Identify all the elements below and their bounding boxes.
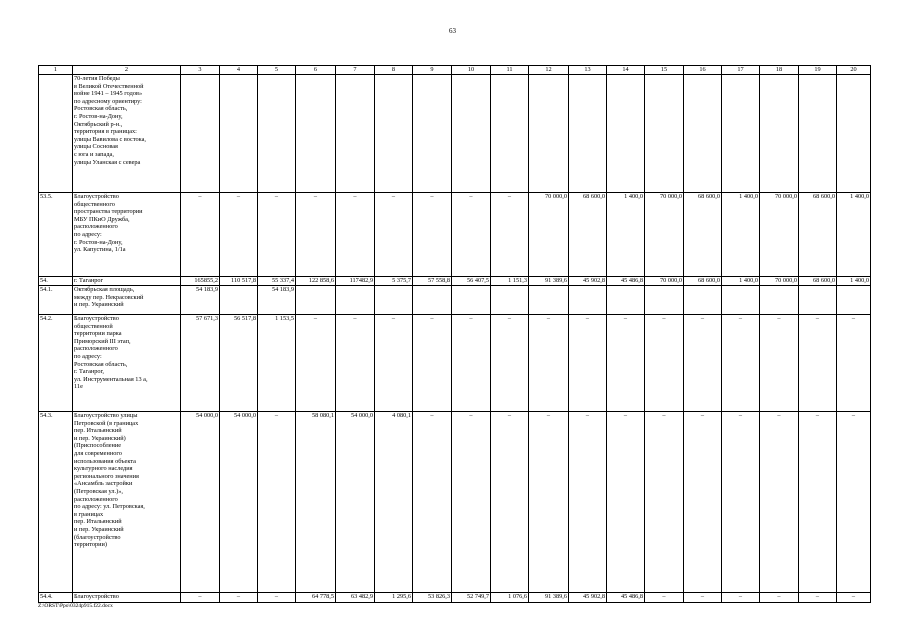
amount-cell: – xyxy=(413,412,452,593)
object-name-line: улицы Уланская с севера xyxy=(74,158,141,166)
object-name-line: общественного xyxy=(74,200,115,208)
amount-cell: 1 400,0 xyxy=(837,277,871,286)
row-number-cell: 54.1. xyxy=(39,286,73,315)
page-number: 63 xyxy=(449,27,456,35)
amount-cell: 58 080,1 xyxy=(296,412,336,593)
amount-cell: 45 902,8 xyxy=(569,277,607,286)
amount-cell: 45 902,8 xyxy=(569,593,607,603)
amount-cell: – xyxy=(413,193,452,277)
row-number-cell xyxy=(39,75,73,193)
object-name-cell xyxy=(73,277,181,286)
object-name-line: расположенного xyxy=(74,495,118,503)
object-name-line: и пер. Украинский) xyxy=(74,434,126,442)
object-name-line: (Приспособление xyxy=(74,442,122,450)
amount-cell: – xyxy=(799,315,837,412)
amount-cell xyxy=(722,75,760,193)
object-name-line: по адресу: ул. Петровская, xyxy=(74,503,145,511)
amount-cell: – xyxy=(569,315,607,412)
amount-cell xyxy=(760,286,799,315)
amount-cell: – xyxy=(452,412,491,593)
amount-cell: – xyxy=(181,593,220,603)
column-number-cell: 18 xyxy=(760,66,799,75)
amount-cell xyxy=(413,75,452,193)
column-number-cell: 2 xyxy=(73,66,181,75)
amount-cell: 165855,2 xyxy=(181,277,220,286)
amount-cell: – xyxy=(336,315,375,412)
amount-cell xyxy=(645,286,684,315)
amount-cell xyxy=(375,75,413,193)
amount-cell: 54 183,9 xyxy=(258,286,296,315)
amount-cell xyxy=(258,75,296,193)
amount-cell: – xyxy=(375,193,413,277)
table-row xyxy=(39,286,871,315)
amount-cell xyxy=(375,286,413,315)
object-name-cell xyxy=(73,315,181,412)
object-name-line: Ростовская область, xyxy=(74,105,128,113)
amount-cell xyxy=(722,286,760,315)
amount-cell: – xyxy=(684,593,722,603)
amount-cell: 1 151,3 xyxy=(491,277,529,286)
object-name-line: с юга и запада, xyxy=(74,150,114,158)
amount-cell: – xyxy=(837,593,871,603)
amount-cell: – xyxy=(258,593,296,603)
amount-cell: – xyxy=(529,412,569,593)
object-name-cell xyxy=(73,193,181,277)
amount-cell xyxy=(336,75,375,193)
object-name-line: (благоустройство xyxy=(74,533,121,541)
amount-cell: 70 000,0 xyxy=(529,193,569,277)
row-number-cell: 54.2. xyxy=(39,315,73,412)
object-name-line: по адресному ориентиру: xyxy=(74,97,142,105)
amount-cell: – xyxy=(569,412,607,593)
object-name-line: войне 1941 – 1945 годов» xyxy=(74,90,143,98)
amount-cell: – xyxy=(722,412,760,593)
amount-cell: 53 826,3 xyxy=(413,593,452,603)
amount-cell: – xyxy=(296,315,336,412)
object-name-line: Октябрьский р-н., xyxy=(74,120,123,128)
amount-cell xyxy=(296,75,336,193)
amount-cell: – xyxy=(607,315,645,412)
row-number-cell: 54. xyxy=(39,277,73,286)
amount-cell: 1 076,6 xyxy=(491,593,529,603)
amount-cell xyxy=(452,75,491,193)
object-name-line: по адресу: xyxy=(74,352,102,360)
amount-cell: 54 000,0 xyxy=(181,412,220,593)
object-name-line: МБУ ПКиО Дружба, xyxy=(74,215,130,223)
column-number-cell: 8 xyxy=(375,66,413,75)
amount-cell: – xyxy=(258,193,296,277)
amount-cell: – xyxy=(607,412,645,593)
amount-cell: – xyxy=(837,315,871,412)
object-name-line: и пер. Украинский xyxy=(74,301,124,309)
amount-cell: – xyxy=(645,593,684,603)
amount-cell: 45 486,8 xyxy=(607,277,645,286)
budget-table xyxy=(38,65,871,603)
column-number-cell: 12 xyxy=(529,66,569,75)
column-number-cell: 14 xyxy=(607,66,645,75)
amount-cell xyxy=(491,286,529,315)
amount-cell xyxy=(220,286,258,315)
object-name-line: для современного xyxy=(74,449,122,457)
amount-cell: – xyxy=(760,593,799,603)
amount-cell: – xyxy=(760,412,799,593)
amount-cell: 57 671,3 xyxy=(181,315,220,412)
amount-cell xyxy=(837,75,871,193)
amount-cell: 70 000,0 xyxy=(645,277,684,286)
column-number-cell: 20 xyxy=(837,66,871,75)
object-name-line: (Петровская ул.)», xyxy=(74,487,123,495)
amount-cell xyxy=(529,286,569,315)
object-name-line: территории парка xyxy=(74,330,122,338)
amount-cell: 91 389,6 xyxy=(529,277,569,286)
amount-cell xyxy=(684,286,722,315)
amount-cell xyxy=(296,286,336,315)
amount-cell: 117482,9 xyxy=(336,277,375,286)
table-row xyxy=(39,593,871,603)
amount-cell xyxy=(760,75,799,193)
amount-cell: – xyxy=(491,193,529,277)
amount-cell: 91 389,6 xyxy=(529,593,569,603)
amount-cell: 70 000,0 xyxy=(760,193,799,277)
amount-cell: – xyxy=(452,193,491,277)
amount-cell: 68 600,0 xyxy=(569,193,607,277)
table-row xyxy=(39,193,871,277)
object-name-cell xyxy=(73,75,181,193)
amount-cell: – xyxy=(336,193,375,277)
amount-cell: 63 482,9 xyxy=(336,593,375,603)
object-name-line: Благоустройство xyxy=(74,315,119,322)
object-name-line: улицы Сосновая xyxy=(74,143,118,151)
object-name-line: регионального значения xyxy=(74,472,139,480)
object-name-line: ул. Инструментальная 13 а, xyxy=(74,375,148,383)
object-name-line: пространства территории xyxy=(74,208,143,216)
amount-cell: 1 295,6 xyxy=(375,593,413,603)
amount-cell: – xyxy=(645,315,684,412)
amount-cell: 70 000,0 xyxy=(645,193,684,277)
amount-cell: – xyxy=(529,315,569,412)
row-number-cell: 54.3. xyxy=(39,412,73,593)
object-name-line: культурного наследия xyxy=(74,465,133,473)
object-name-line: пер. Итальянский xyxy=(74,427,122,435)
amount-cell: – xyxy=(491,412,529,593)
object-name-cell xyxy=(73,593,181,603)
amount-cell xyxy=(413,286,452,315)
object-name-line: территория в границах: xyxy=(74,128,137,136)
amount-cell: 54 183,9 xyxy=(181,286,220,315)
amount-cell: 68 600,0 xyxy=(799,193,837,277)
amount-cell: – xyxy=(760,315,799,412)
amount-cell: – xyxy=(413,315,452,412)
column-number-cell: 3 xyxy=(181,66,220,75)
object-name-line: между пер. Некрасовский xyxy=(74,293,144,301)
object-name-line: Благоустройство xyxy=(74,593,119,600)
amount-cell: 52 749,7 xyxy=(452,593,491,603)
amount-cell: 68 600,0 xyxy=(684,277,722,286)
column-number-cell: 11 xyxy=(491,66,529,75)
amount-cell xyxy=(799,286,837,315)
amount-cell: – xyxy=(220,593,258,603)
object-name-line: г. Ростов-на-Дону, xyxy=(74,238,123,246)
object-name-line: «Ансамбль застройки xyxy=(74,480,133,488)
amount-cell xyxy=(607,286,645,315)
column-number-cell: 15 xyxy=(645,66,684,75)
amount-cell xyxy=(684,75,722,193)
amount-cell: – xyxy=(296,193,336,277)
object-name-line: по адресу: xyxy=(74,230,102,238)
amount-cell: 1 153,5 xyxy=(258,315,296,412)
object-name-line: г. Таганрог, xyxy=(74,368,104,376)
object-name-line: территории) xyxy=(74,541,108,549)
amount-cell: 56 407,5 xyxy=(452,277,491,286)
column-number-cell: 13 xyxy=(569,66,607,75)
amount-cell: 68 600,0 xyxy=(799,277,837,286)
object-name-line: пер. Итальянский xyxy=(74,518,122,526)
amount-cell: – xyxy=(684,315,722,412)
amount-cell: – xyxy=(799,412,837,593)
amount-cell xyxy=(569,75,607,193)
object-name-line: Октябрьская площадь, xyxy=(74,286,135,293)
amount-cell: 1 400,0 xyxy=(722,193,760,277)
column-number-cell: 5 xyxy=(258,66,296,75)
amount-cell: 5 375,7 xyxy=(375,277,413,286)
amount-cell: 55 337,4 xyxy=(258,277,296,286)
amount-cell: 68 600,0 xyxy=(684,193,722,277)
object-name-line: расположенного xyxy=(74,345,118,353)
amount-cell xyxy=(645,75,684,193)
object-name-line: в Великой Отечественной xyxy=(74,82,144,90)
amount-cell: 110 517,8 xyxy=(220,277,258,286)
column-number-cell: 7 xyxy=(336,66,375,75)
amount-cell: 54 000,0 xyxy=(336,412,375,593)
column-number-cell: 9 xyxy=(413,66,452,75)
amount-cell: – xyxy=(375,315,413,412)
document-file-path: Z:\ORST\Ppo\0324p915.f22.docx xyxy=(38,603,113,609)
column-number-cell: 17 xyxy=(722,66,760,75)
amount-cell: 1 400,0 xyxy=(607,193,645,277)
amount-cell: – xyxy=(799,593,837,603)
amount-cell xyxy=(607,75,645,193)
amount-cell: – xyxy=(722,315,760,412)
row-number-cell: 54.4. xyxy=(39,593,73,603)
amount-cell: 64 778,5 xyxy=(296,593,336,603)
amount-cell: – xyxy=(181,193,220,277)
amount-cell: 57 558,8 xyxy=(413,277,452,286)
object-name-line: улицы Вавилова с востока, xyxy=(74,135,146,143)
amount-cell: – xyxy=(645,412,684,593)
amount-cell: 54 000,0 xyxy=(220,412,258,593)
row-number-cell: 53.5. xyxy=(39,193,73,277)
table-row xyxy=(39,277,871,286)
object-name-line: расположенного xyxy=(74,223,118,231)
amount-cell: 122 858,6 xyxy=(296,277,336,286)
table-row xyxy=(39,315,871,412)
object-name-line: Благоустройство улицы xyxy=(74,412,138,419)
column-number-cell: 1 xyxy=(39,66,73,75)
object-name-line: Приморский III этап, xyxy=(74,337,131,345)
object-name-line: 11е xyxy=(74,383,83,391)
object-name-line: ул. Капустина, 1/1а xyxy=(74,246,126,254)
amount-cell: 4 080,1 xyxy=(375,412,413,593)
object-name-line: г. Таганрог xyxy=(74,277,104,284)
amount-cell: 56 517,8 xyxy=(220,315,258,412)
object-name-line: Ростовская область, xyxy=(74,360,128,368)
column-number-cell: 10 xyxy=(452,66,491,75)
object-name-line: Петровской (в границах xyxy=(74,419,139,427)
amount-cell xyxy=(336,286,375,315)
object-name-cell xyxy=(73,286,181,315)
amount-cell: 70 000,0 xyxy=(760,277,799,286)
column-number-cell: 16 xyxy=(684,66,722,75)
amount-cell xyxy=(799,75,837,193)
amount-cell xyxy=(529,75,569,193)
amount-cell: 1 400,0 xyxy=(837,193,871,277)
amount-cell: – xyxy=(722,593,760,603)
object-name-line: использования объекта xyxy=(74,457,136,465)
amount-cell xyxy=(181,75,220,193)
object-name-line: г. Ростов-на-Дону, xyxy=(74,112,123,120)
amount-cell xyxy=(569,286,607,315)
amount-cell: – xyxy=(684,412,722,593)
amount-cell: 1 400,0 xyxy=(722,277,760,286)
column-number-header-row xyxy=(39,66,871,75)
table-row xyxy=(39,75,871,193)
amount-cell xyxy=(452,286,491,315)
object-name-line: Благоустройство xyxy=(74,193,119,200)
amount-cell xyxy=(491,75,529,193)
object-name-line: общественной xyxy=(74,322,113,330)
table-row xyxy=(39,412,871,593)
amount-cell: 45 486,8 xyxy=(607,593,645,603)
column-number-cell: 4 xyxy=(220,66,258,75)
amount-cell: – xyxy=(220,193,258,277)
column-number-cell: 6 xyxy=(296,66,336,75)
column-number-cell: 19 xyxy=(799,66,837,75)
amount-cell xyxy=(220,75,258,193)
object-name-line: в границах xyxy=(74,510,104,518)
amount-cell xyxy=(837,286,871,315)
object-name-line: и пер. Украинский xyxy=(74,525,124,533)
object-name-line: 70-летия Победы xyxy=(74,75,120,82)
amount-cell: – xyxy=(837,412,871,593)
amount-cell: – xyxy=(258,412,296,593)
amount-cell: – xyxy=(452,315,491,412)
object-name-cell xyxy=(73,412,181,593)
amount-cell: – xyxy=(491,315,529,412)
